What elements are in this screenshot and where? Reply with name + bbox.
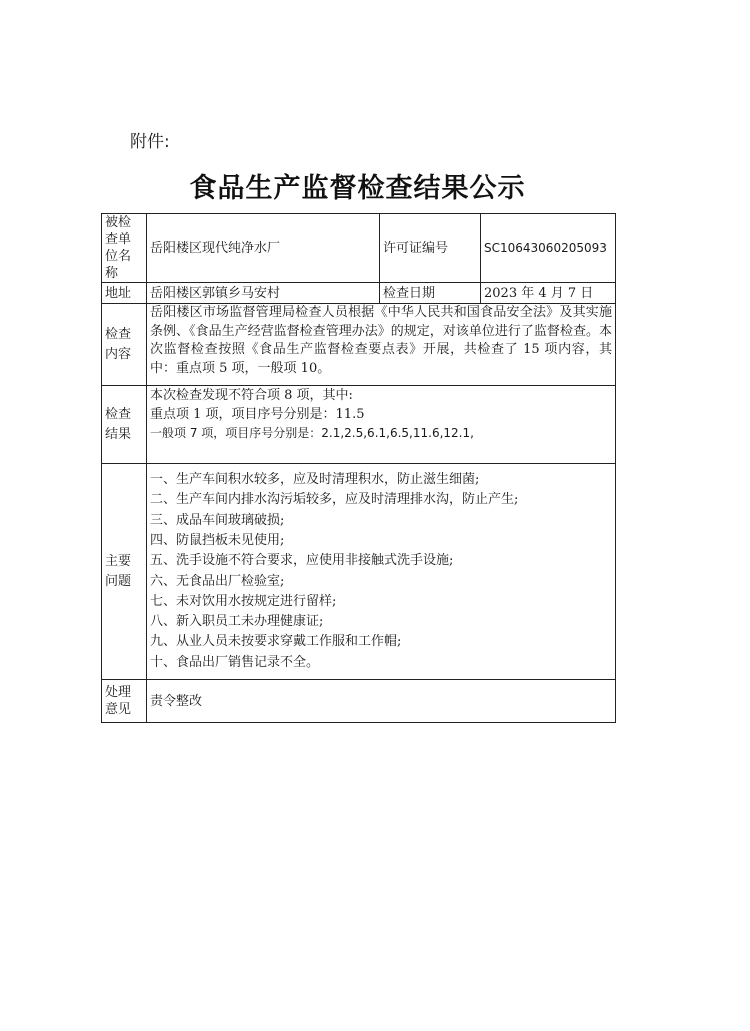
result-lines — [147, 386, 616, 464]
issues-label: 主要问题 — [102, 464, 147, 680]
result-line: 重点项 1 项，项目序号分别是：11.5 — [150, 407, 365, 422]
address-row — [102, 283, 616, 304]
content-label: 检查内容 — [102, 304, 147, 386]
issue-item: 一、生产车间积水较多，应及时清理积水，防止滋生细菌; — [150, 472, 480, 488]
content-text: 岳阳楼区市场监督管理局检查人员根据《中华人民共和国食品安全法》及其实施条例、《食品生产经营监督检查管理办法》的规定，对该单位进行了监督检查。本次监督检查按照《食品生产监督检查要点表》开展，共检查了 15 项内容，其中：重点项 5 项，一般项 10。 — [147, 304, 616, 386]
opinion-value: 责令整改 — [147, 680, 616, 723]
opinion-row — [102, 680, 616, 723]
opinion-label: 处理意见 — [102, 680, 147, 723]
license-label: 许可证编号 — [380, 214, 481, 283]
page-title: 食品生产监督检查结果公示 — [189, 173, 526, 204]
content-row — [102, 304, 616, 386]
unit-row — [102, 214, 616, 283]
issue-item: 六、无食品出厂检验室; — [150, 573, 285, 589]
issue-item: 八、新入职员工未办理健康证; — [150, 614, 324, 630]
result-label: 检查结果 — [102, 386, 147, 464]
attachment-label: 附件: — [130, 132, 170, 152]
issue-item: 三、成品车间玻璃破损; — [150, 512, 285, 528]
issue-item: 五、洗手设施不符合要求，应使用非接触式洗手设施; — [150, 553, 454, 569]
address-label: 地址 — [102, 283, 147, 304]
result-row — [102, 386, 616, 464]
issue-item: 四、防鼠挡板未见使用; — [150, 532, 285, 548]
issues-list — [147, 464, 616, 680]
issue-item: 二、生产车间内排水沟污垢较多，应及时清理排水沟，防止产生; — [150, 492, 519, 508]
issue-item: 九、从业人员未按要求穿戴工作服和工作帽; — [150, 634, 402, 650]
result-line: 本次检查发现不符合项 8 项，其中: — [150, 388, 353, 403]
result-line: 一般项 7 项，项目序号分别是：2.1,2.5,6.1,6.5,11.6,12.1, — [150, 426, 474, 440]
issue-item: 七、未对饮用水按规定进行留样; — [150, 593, 337, 609]
issue-item: 十、食品出厂销售记录不全。 — [150, 654, 320, 670]
unit-value: 岳阳楼区现代纯净水厂 — [147, 214, 380, 283]
license-value: SC10643060205093 — [481, 214, 616, 283]
inspection-result-table — [101, 213, 616, 723]
unit-label: 被检查单位名称 — [102, 214, 147, 283]
date-value: 2023 年 4 月 7 日 — [481, 283, 616, 304]
date-label: 检查日期 — [380, 283, 481, 304]
address-value: 岳阳楼区郭镇乡马安村 — [147, 283, 380, 304]
issues-row — [102, 464, 616, 680]
